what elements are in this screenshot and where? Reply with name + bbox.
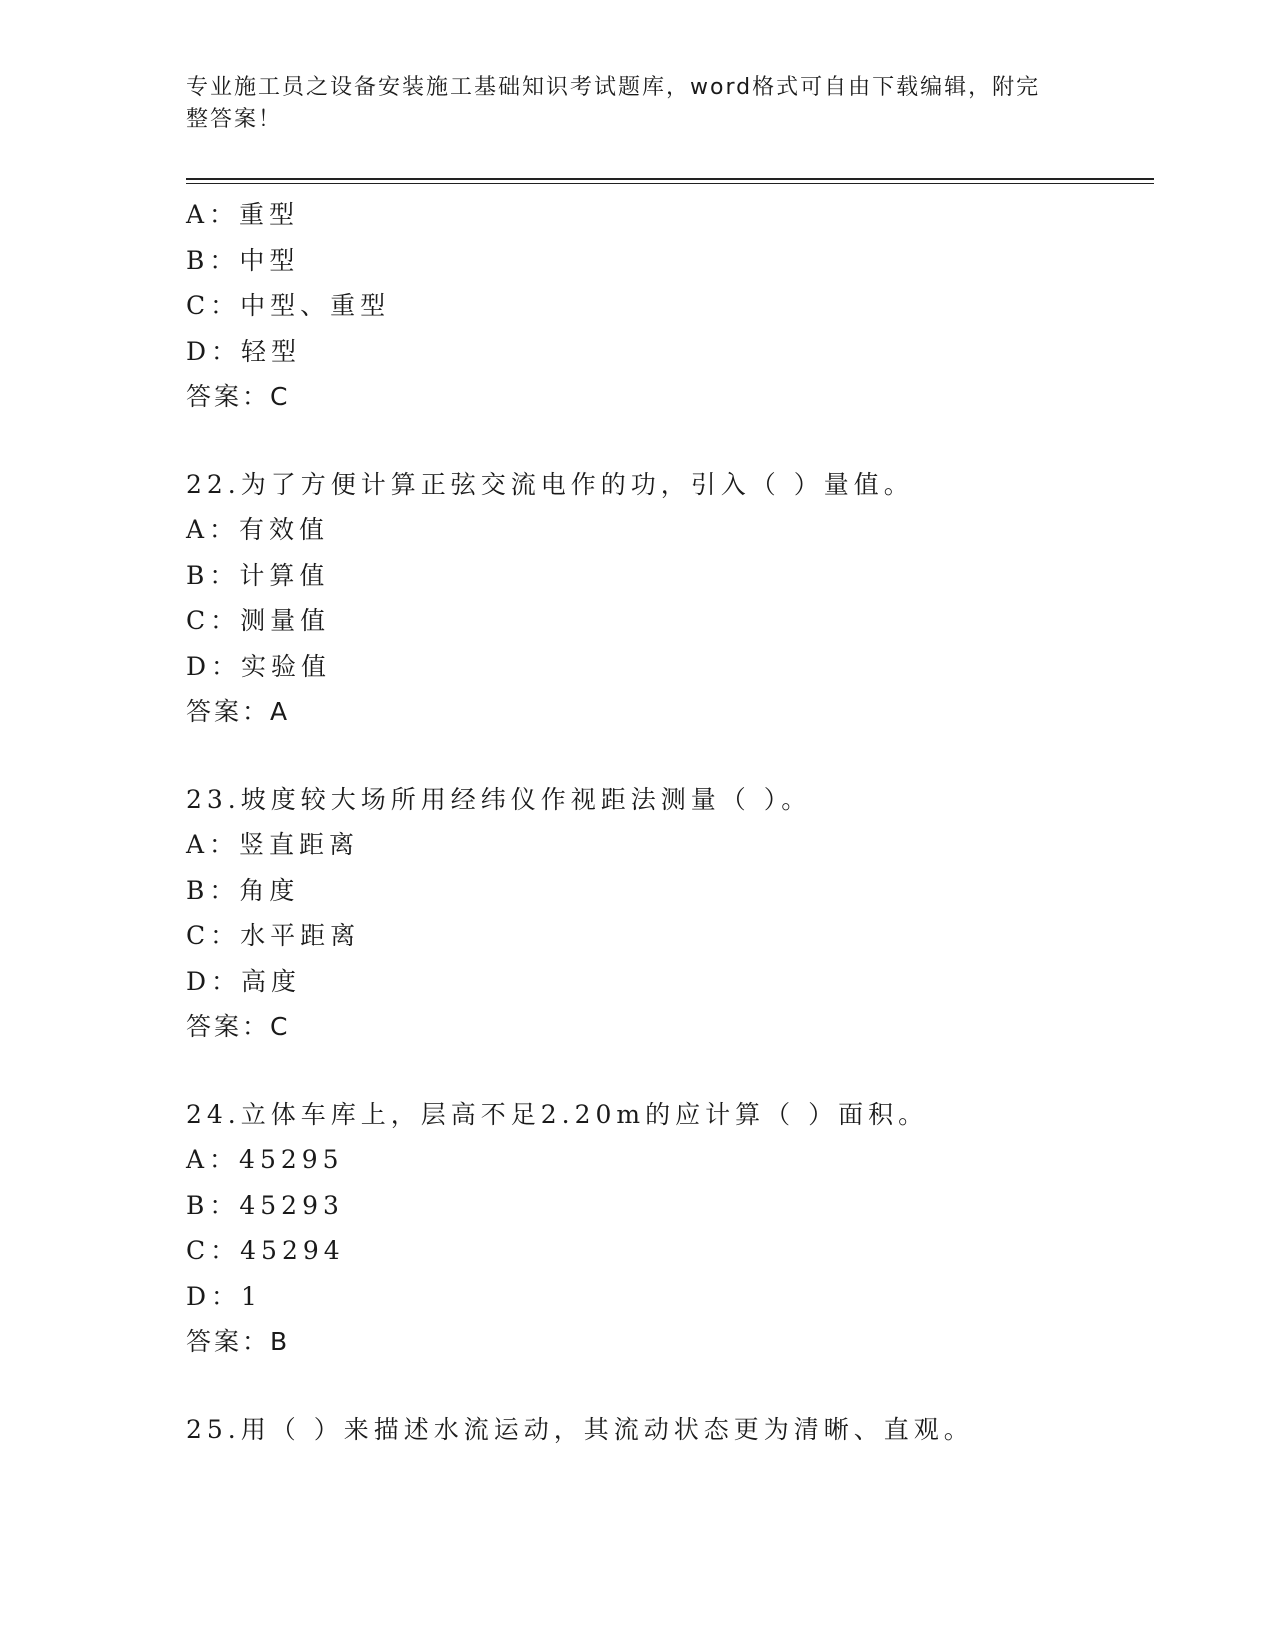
header-title-line-2: 整答案！ (186, 107, 283, 132)
question-stem: 25.用（ ）来描述水流运动，其流动状态更为清晰、直观。 (186, 1414, 974, 1444)
header-title-line-1: 专业施工员之设备安装施工基础知识考试题库，word格式可自由下载编辑，附完 (186, 75, 1041, 100)
question-spacer (186, 735, 1154, 777)
document-header (186, 72, 1066, 136)
option-b: B：45293 (186, 1190, 344, 1220)
option-d: D：1 (186, 1281, 262, 1311)
option-b: B：中型 (186, 245, 300, 275)
option-c: C：水平距离 (186, 921, 361, 950)
question-block (186, 1092, 1154, 1365)
option-a: A：有效值 (186, 515, 330, 544)
header-divider-thick (186, 178, 1154, 180)
question-spacer (186, 1050, 1154, 1092)
option-a: A：重型 (186, 200, 300, 229)
answer-line: 答案：C (186, 1012, 291, 1041)
question-block (186, 462, 1154, 735)
option-c: C：中型、重型 (186, 291, 391, 320)
question-stem: 23.坡度较大场所用经纬仪作视距法测量（ ）。 (186, 784, 812, 814)
option-a: A：竖直距离 (186, 830, 360, 859)
question-block (186, 777, 1154, 1050)
question-spacer (186, 420, 1154, 462)
question-spacer (186, 1365, 1154, 1407)
header-divider-thin (186, 183, 1154, 184)
option-d: D：实验值 (186, 651, 332, 681)
option-c: C：45294 (186, 1236, 345, 1265)
question-stem: 24.立体车库上，层高不足2.20m的应计算（ ）面积。 (186, 1099, 929, 1129)
question-block (186, 192, 1154, 420)
option-d: D：轻型 (186, 336, 302, 366)
option-c: C：测量值 (186, 606, 331, 635)
option-b: B：计算值 (186, 560, 330, 590)
answer-line: 答案：C (186, 382, 291, 411)
option-a: A：45295 (186, 1145, 344, 1174)
option-b: B：角度 (186, 875, 300, 905)
question-block (186, 1407, 1154, 1453)
answer-line: 答案：B (186, 1327, 291, 1356)
question-list (186, 192, 1154, 1452)
answer-line: 答案：A (186, 697, 291, 726)
question-stem: 22.为了方便计算正弦交流电作的功，引入（ ）量值。 (186, 469, 914, 499)
option-d: D：高度 (186, 966, 302, 996)
